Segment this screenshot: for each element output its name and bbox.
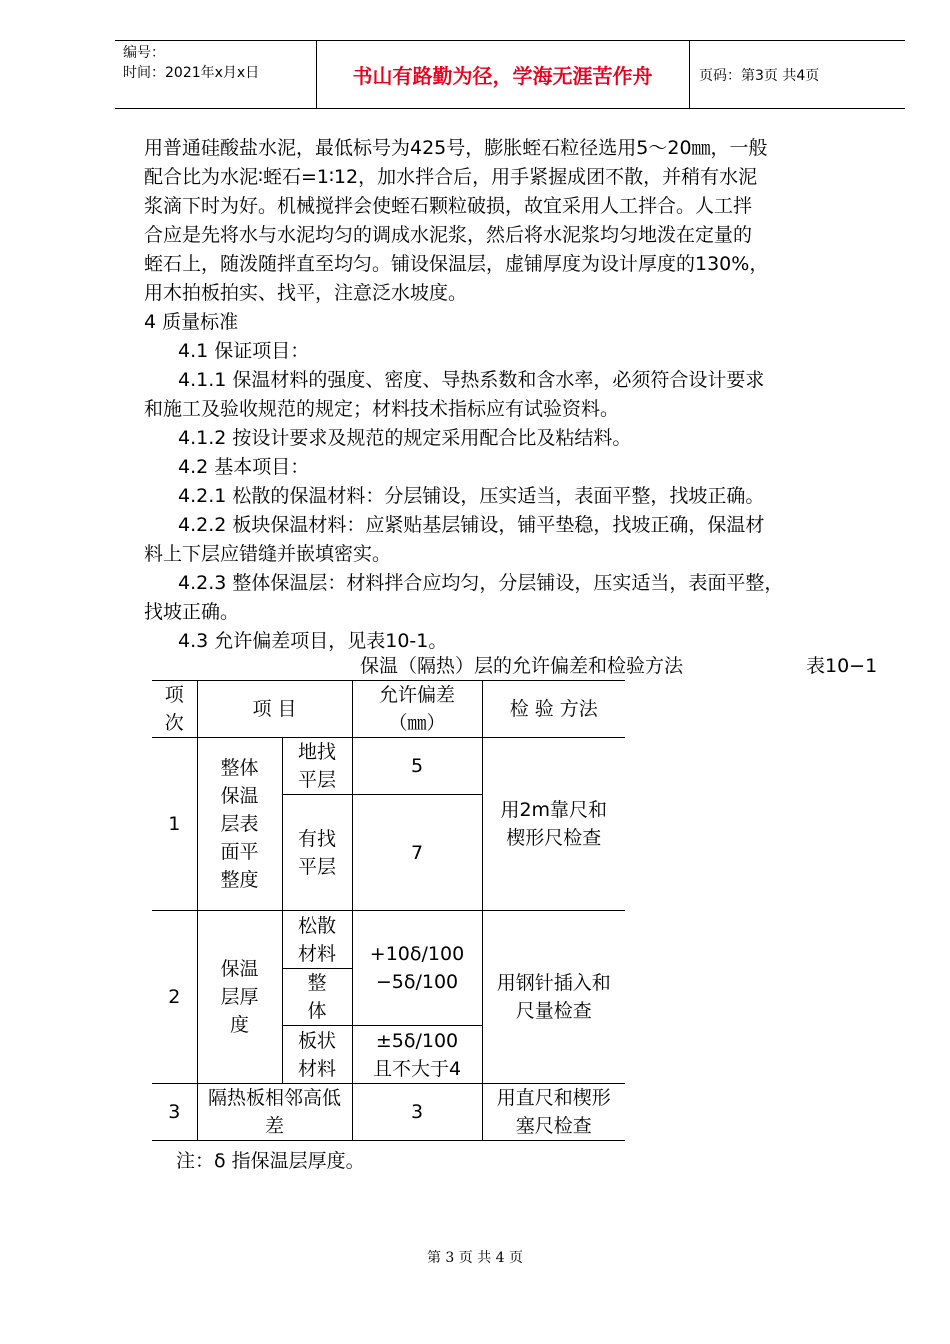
- sub-item-cell: 地找平层: [282, 738, 352, 795]
- item-cell: 隔热板相邻高低差: [197, 1084, 352, 1141]
- sub-item-cell: 整体: [282, 969, 352, 1026]
- clause-4-2-3-cont: 找坡正确。: [144, 601, 240, 623]
- item-cell: 保温层厚度: [197, 911, 282, 1084]
- header-cell-no: 项次: [152, 681, 197, 738]
- paragraph-line: 用木拍板拍实、找平，注意泛水坡度。: [144, 282, 468, 304]
- tolerance-cell: ±5δ/100 且不大于4: [352, 1026, 482, 1084]
- section-heading-4-1: 4.1 保证项目：: [178, 340, 310, 362]
- header-divider: [689, 41, 690, 108]
- clause-4-2-2: 4.2.2 板块保温材料：应紧贴基层铺设，铺平垫稳，找坡正确，保温材: [178, 514, 765, 536]
- page-label: 页码：第3页 共4页: [699, 68, 820, 84]
- section-heading-4-2: 4.2 基本项目：: [178, 456, 310, 478]
- sub-item-cell: 有找平层: [282, 795, 352, 911]
- clause-4-1-1: 4.1.1 保温材料的强度、密度、导热系数和含水率，必须符合设计要求: [178, 369, 765, 391]
- time-label: 时间：2021年x月x日: [123, 65, 260, 81]
- row-number: 3: [152, 1084, 197, 1141]
- header-cell-tolerance: 允许偏差（㎜）: [352, 681, 482, 738]
- header-left: [123, 43, 259, 83]
- clause-4-1-1-cont: 和施工及验收规范的规定；材料技术指标应有试验资料。: [144, 398, 620, 420]
- page-header: [115, 40, 905, 109]
- item-cell: 整体保温层表面平整度: [197, 738, 282, 911]
- number-label: 编号：: [123, 45, 165, 61]
- header-cell-method: 检 验 方法: [482, 681, 625, 738]
- tolerance-cell: +10δ/100 −5δ/100: [352, 911, 482, 1026]
- paragraph-line: 合应是先将水与水泥均匀的调成水泥浆，然后将水泥浆均匀地泼在定量的: [144, 224, 753, 246]
- paragraph-line: 浆滴下时为好。机械搅拌会使蛭石颗粒破损，故宜采用人工拌合。人工拌: [144, 195, 753, 217]
- table-row: [152, 738, 625, 795]
- table-header-row: [152, 681, 625, 738]
- tolerance-cell: 7: [352, 795, 482, 911]
- row-number: 1: [152, 738, 197, 911]
- header-motto: 书山有路勤为径，学海无涯苦作舟: [352, 64, 653, 88]
- header-cell-item: 项 目: [197, 681, 352, 738]
- sub-item-cell: 板状材料: [282, 1026, 352, 1084]
- method-cell: 用2m靠尺和楔形尺检查: [482, 738, 625, 911]
- clause-4-1-2: 4.1.2 按设计要求及规范的规定采用配合比及粘结料。: [178, 427, 632, 449]
- table-caption: 保温（隔热）层的允许偏差和检验方法: [360, 655, 684, 677]
- paragraph-line: 配合比为水泥∶蛭石=1∶12，加水拌合后，用手紧握成团不散，并稍有水泥: [144, 166, 758, 188]
- method-cell: 用钢针插入和尺量检查: [482, 911, 625, 1084]
- tolerance-cell: 5: [352, 738, 482, 795]
- tolerance-table: [152, 680, 625, 1141]
- table-row: [152, 911, 625, 969]
- paragraph-line: 蛭石上，随泼随拌直至均匀。铺设保温层，虚铺厚度为设计厚度的130%，: [144, 253, 769, 275]
- table-row: [152, 1084, 625, 1141]
- row-number: 2: [152, 911, 197, 1084]
- tolerance-cell: 3: [352, 1084, 482, 1141]
- clause-4-2-3: 4.2.3 整体保温层：材料拌合应均匀，分层铺设，压实适当，表面平整，: [178, 572, 784, 594]
- clause-4-2-2-cont: 料上下层应错缝并嵌填密实。: [144, 543, 392, 565]
- paragraph-line: 用普通硅酸盐水泥，最低标号为425号，膨胀蛭石粒径选用5～20㎜，一般: [144, 137, 768, 159]
- clause-4-2-1: 4.2.1 松散的保温材料：分层铺设，压实适当，表面平整，找坡正确。: [178, 485, 765, 507]
- method-cell: 用直尺和楔形塞尺检查: [482, 1084, 625, 1141]
- section-heading-4-3: 4.3 允许偏差项目，见表10-1。: [178, 630, 448, 652]
- table-note: 注：δ 指保温层厚度。: [176, 1150, 365, 1172]
- page-footer: 第 3 页 共 4 页: [426, 1250, 524, 1266]
- table-number: 表10−1: [806, 655, 878, 677]
- sub-item-cell: 松散材料: [282, 911, 352, 969]
- body-text: [144, 134, 884, 656]
- section-heading-4: 4 质量标准: [144, 311, 239, 333]
